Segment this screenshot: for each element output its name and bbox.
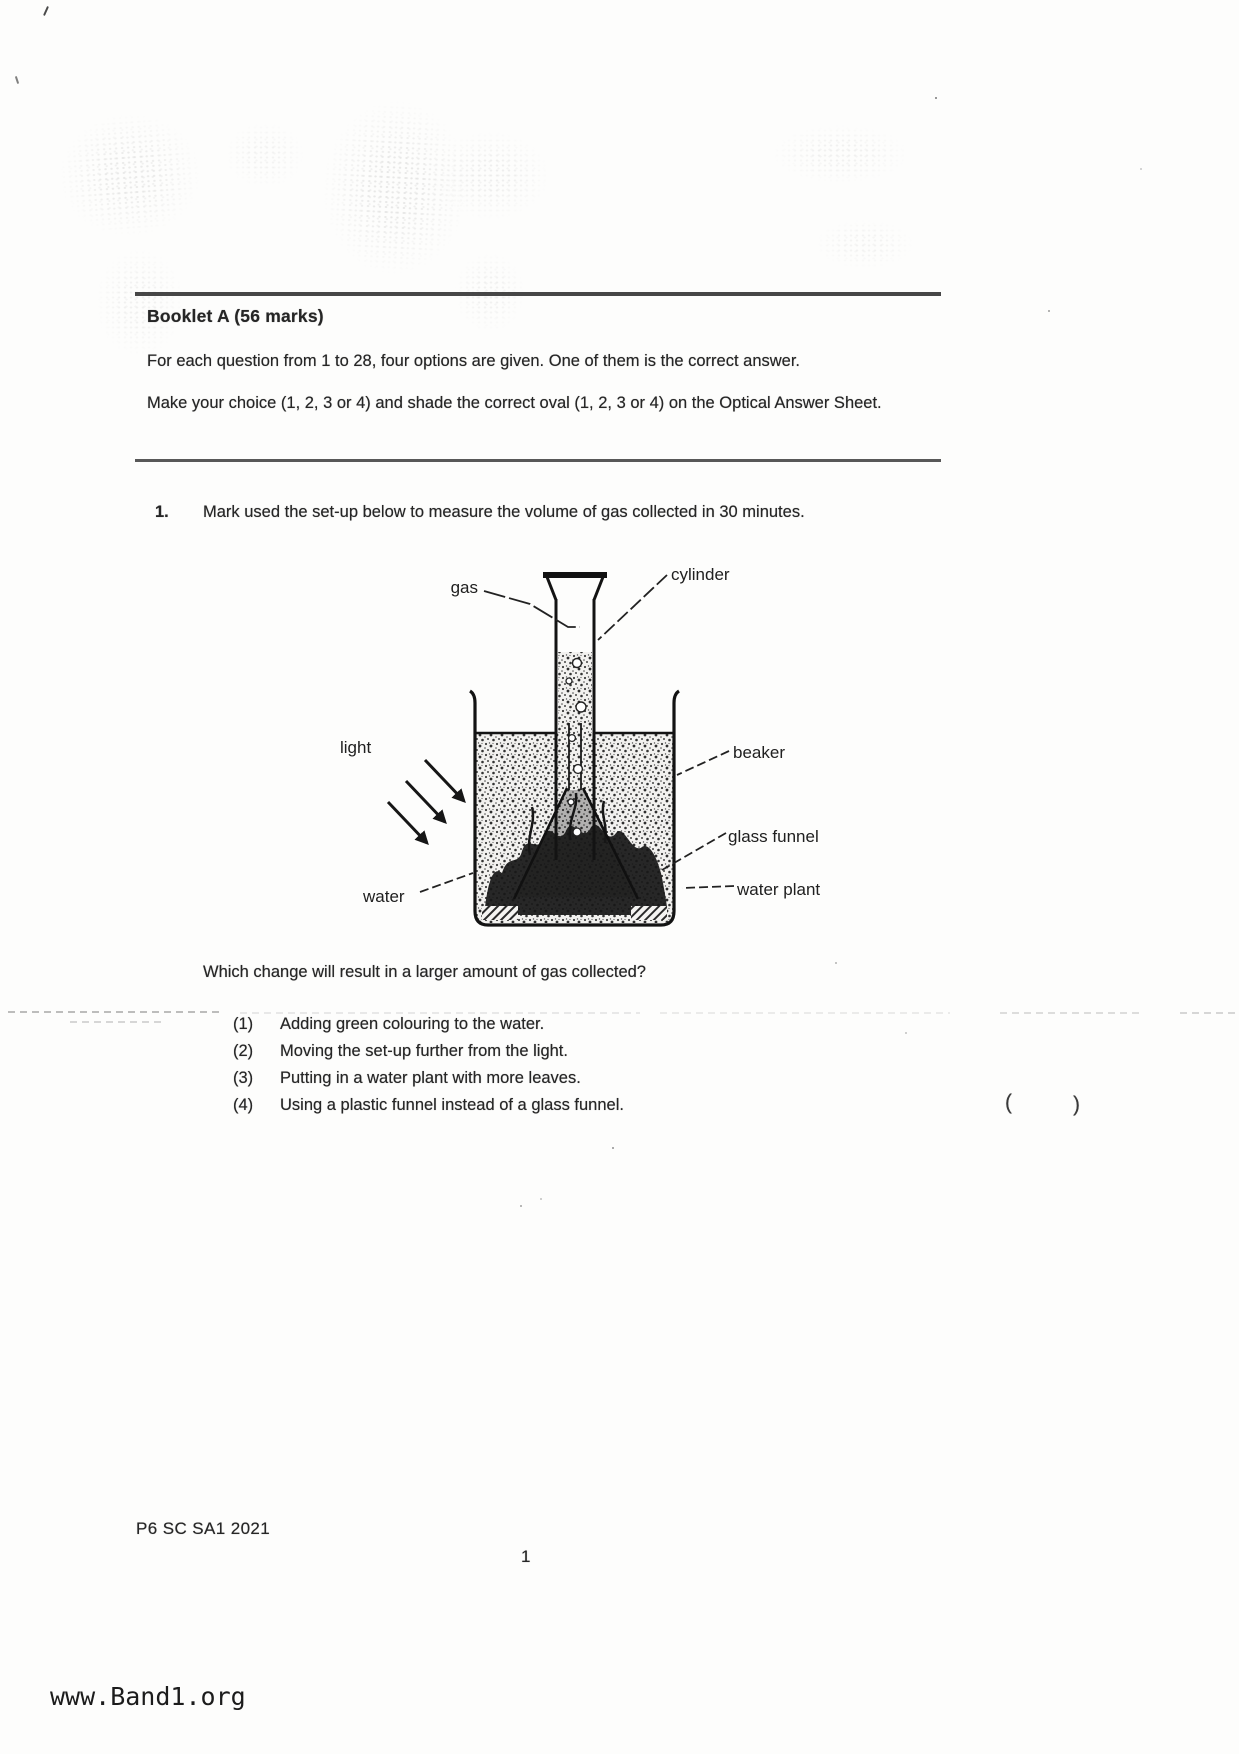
scan-artifact-line xyxy=(1000,1012,1140,1014)
light-arrow xyxy=(425,760,464,801)
diagram-label-water: water xyxy=(363,887,405,906)
experiment-setup-diagram xyxy=(330,555,830,945)
gas-bubble xyxy=(566,678,572,684)
scan-noise-patch xyxy=(812,218,917,270)
booklet-title: Booklet A (56 marks) xyxy=(147,306,324,326)
instruction-line-1: For each question from 1 to 28, four options are given. One of them is the correct answer. xyxy=(147,352,801,370)
diagram-label-cylinder: cylinder xyxy=(671,565,730,584)
scan-specks xyxy=(0,0,2,2)
water-plant-leader-line xyxy=(682,886,734,888)
option-number: (2) xyxy=(233,1042,254,1060)
option-number: (3) xyxy=(233,1069,254,1087)
gas-bubble xyxy=(576,702,586,712)
option-number: (1) xyxy=(233,1015,254,1033)
question-number: 1. xyxy=(155,503,169,521)
option-text: Putting in a water plant with more leaves. xyxy=(280,1069,581,1087)
scan-artifact-line xyxy=(8,1011,223,1013)
option-number: (4) xyxy=(233,1096,254,1114)
question-stem: Mark used the set-up below to measure the volume of gas collected in 30 minutes. xyxy=(203,503,805,521)
diagram-label-gas: gas xyxy=(450,578,478,597)
scan-artifact-line xyxy=(660,1012,950,1014)
gas-bubble xyxy=(573,659,582,668)
light-arrow xyxy=(406,781,445,822)
option-row-2 xyxy=(233,1042,993,1061)
gas-bubble xyxy=(569,735,576,742)
scan-mark xyxy=(15,76,19,84)
instruction-line-2: Make your choice (1, 2, 3 or 4) and shade the correct oval (1, 2, 3 or 4) on the Optical Answer Sheet. xyxy=(147,394,882,412)
light-arrow xyxy=(388,802,427,843)
diagram-label-beaker: beaker xyxy=(733,743,785,762)
scan-artifact-line xyxy=(70,1021,165,1023)
cylinder-mouth-rim xyxy=(543,572,607,578)
diagram-label-glass-funnel: glass funnel xyxy=(728,827,819,846)
scan-artifact-line xyxy=(1180,1012,1239,1014)
water-leader-line xyxy=(420,873,473,892)
gas-bubble xyxy=(574,765,583,774)
diagram-label-water-plant: water plant xyxy=(737,880,821,899)
answer-bracket-close: ) xyxy=(1073,1093,1080,1116)
scan-noise-patch xyxy=(51,105,210,245)
page-number: 1 xyxy=(521,1547,531,1566)
watermark-url: www.Band1.org xyxy=(50,1682,246,1711)
scan-mark xyxy=(43,6,49,16)
scan-noise-patch xyxy=(92,245,187,360)
header-rule-bottom xyxy=(135,459,941,462)
cylinder-leader-line xyxy=(598,575,667,640)
scan-artifact-line xyxy=(240,1012,640,1014)
answer-bracket-open: ( xyxy=(1005,1091,1012,1114)
option-row-4 xyxy=(233,1096,993,1115)
option-row-1 xyxy=(233,1015,993,1034)
scan-noise-patch xyxy=(428,128,553,223)
base-hatch-left xyxy=(482,906,518,920)
scan-noise-patch xyxy=(222,120,307,190)
beaker-leader-line xyxy=(677,751,729,775)
cylinder-flare-left xyxy=(547,577,556,600)
gas-bubble xyxy=(573,828,581,836)
option-row-3 xyxy=(233,1069,993,1088)
question-prompt: Which change will result in a larger amount of gas collected? xyxy=(203,963,646,981)
option-text: Using a plastic funnel instead of a glass funnel. xyxy=(280,1096,624,1114)
gas-bubble xyxy=(568,799,574,805)
option-text: Moving the set-up further from the light. xyxy=(280,1042,568,1060)
diagram-label-light: light xyxy=(340,738,372,757)
option-text: Adding green colouring to the water. xyxy=(280,1015,545,1033)
base-hatch-right xyxy=(631,906,667,920)
scan-noise-patch xyxy=(768,123,913,185)
header-rule-top xyxy=(135,292,941,296)
cylinder-flare-right xyxy=(594,577,603,600)
paper-code: P6 SC SA1 2021 xyxy=(136,1519,271,1538)
